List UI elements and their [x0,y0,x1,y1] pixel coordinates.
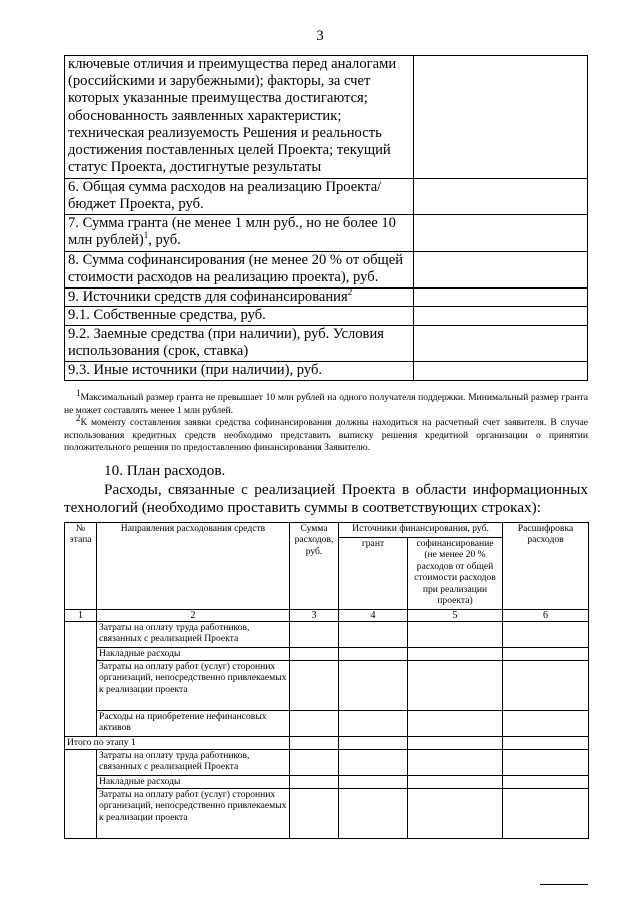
row-label: 9.3. Иные источники (при наличии), руб. [65,362,414,381]
header-direction: Направления расходования средств [97,523,290,610]
value-cell [414,326,588,362]
header-sources: Источники финансирования, руб. [339,523,503,538]
table-row [65,288,588,307]
table-row [65,750,589,776]
footer-rule [540,884,588,885]
header-stage: № этапа [65,523,97,610]
stage-cell [65,750,97,839]
table-row [65,661,589,711]
header-decoding: Расшифровка расходов [503,523,589,610]
col-number: 3 [290,610,339,622]
page-number: 3 [316,28,324,44]
col-number: 2 [97,610,290,622]
table-row [65,776,589,789]
footnote-1: $^1$Максимальный размер гранта не превышает 10 млн рублей на одного получателя поддержки. Минимальный размер гранта не может составлять менее 1 млн рублей. [64,387,588,416]
sources-label: 9. Источники средств для софинансирования [68,288,348,305]
footnote-2: $^2$К моменту составления заявки средства софинансирования должны находиться на расчетный счет заявителя. В случае использования кредитных средств необходимо представить выписку решения кредитной организации о принятии положительного решения по предоставлению финансирования Заявителю. [64,412,588,453]
row-label: 8. Сумма софинансирования (не менее 20 % от общей стоимости расходов на реализацию проекта), руб. [65,252,414,288]
table-row [65,179,588,215]
expense-item: Накладные расходы [97,648,290,661]
row-label: ключевые отличия и преимущества перед аналогами (российскими и зарубежными); факторы, за счет которых указанные преимущества достигаются; обоснованность заявленных характеристик; техническая реализуемость Решения и реальность достижения поставленных целей Проекта; текущий статус Проекта, достигнутые результаты [65,56,414,179]
expense-item: Затраты на оплату труда работников, связанных с реализацией Проекта [97,622,290,648]
footnote-ref: 1 [143,230,149,241]
expense-item: Затраты на оплату работ (услуг) сторонних организаций, непосредственно привлекаемых к реализации проекта [97,661,290,711]
value-cell [414,362,588,381]
stage-cell [65,622,97,737]
table-row [65,215,588,252]
row-label [65,215,414,252]
section-title: 10. План расходов. [104,462,226,479]
header-grant: грант [339,538,408,610]
table-row [65,622,589,648]
table-row [65,307,588,326]
table-row [65,326,588,362]
expense-item: Накладные расходы [97,776,290,789]
value-cell [414,307,588,326]
expense-item: Затраты на оплату работ (услуг) сторонних организаций, непосредственно привлекаемых к реализации проекта [97,789,290,839]
table-row [65,789,589,839]
expense-plan-table [64,522,589,839]
section-intro: Расходы, связанные с реализацией Проекта в области информационных технологий (необходимо проставить суммы в соответствующих строках): [64,480,588,516]
project-info-table [64,55,588,381]
footnote-ref: 2 [347,286,353,297]
table-row [65,362,588,381]
expense-plan-section [64,462,588,518]
table-row [65,711,589,737]
stage-total-label: Итого по этапу 1 [65,737,290,750]
row-label: 9.2. Заемные средства (при наличии), руб. Условия использования (срок, ставка) [65,326,414,362]
row-label: 9.1. Собственные средства, руб. [65,307,414,326]
expense-item: Затраты на оплату труда работников, связанных с реализацией Проекта [97,750,290,776]
header-row [65,523,589,538]
row-label [65,288,414,307]
table-row [65,252,588,288]
table-row [65,56,588,179]
header-sum: Сумма расходов, руб. [290,523,339,610]
col-number: 1 [65,610,97,622]
table-row [65,648,589,661]
grant-suffix: , руб. [148,232,181,249]
total-row [65,737,589,750]
footnotes [64,387,588,455]
grant-label: 7. Сумма гранта (не менее 1 млн руб., но не более 10 млн рублей) [68,215,396,249]
column-numbers-row [65,610,589,622]
col-number: 4 [339,610,408,622]
value-cell [414,56,588,179]
col-number: 5 [408,610,503,622]
row-label: 6. Общая сумма расходов на реализацию Проекта/бюджет Проекта, руб. [65,179,414,215]
value-cell [414,179,588,215]
value-cell [414,288,588,307]
value-cell [414,252,588,288]
header-cofinancing: софинансирование (не менее 20 % расходов от общей стоимости расходов при реализации проекта) [408,538,503,610]
col-number: 6 [503,610,589,622]
value-cell [414,215,588,252]
expense-item: Расходы на приобретение нефинансовых активов [97,711,290,737]
